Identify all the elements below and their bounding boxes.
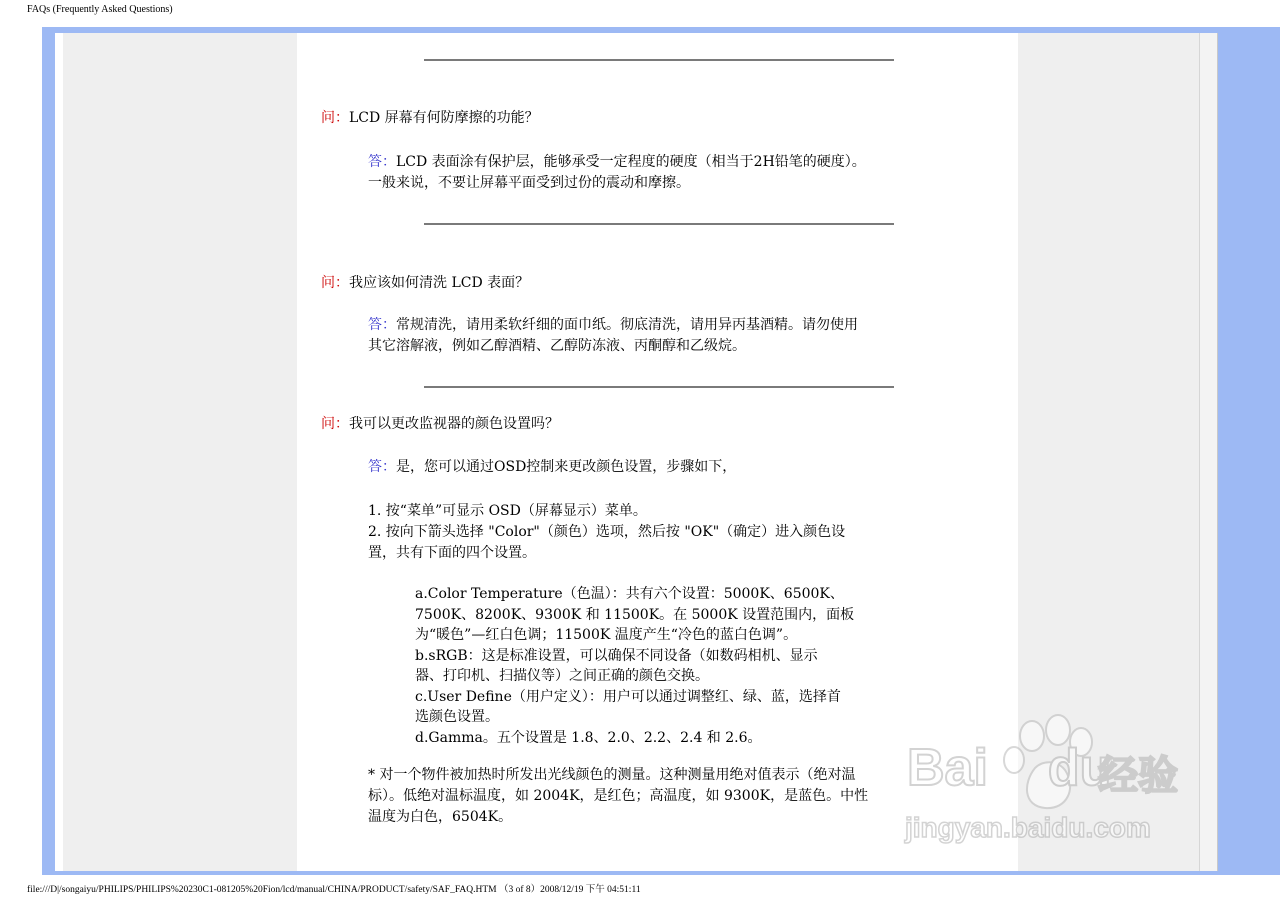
setting-line: a.Color Temperature（色温）：共有六个设置：5000K、6500K、 [415, 586, 844, 602]
answer-label: 答： [368, 459, 396, 475]
watermark-cn: 经验 [1098, 753, 1178, 799]
step-item: 置，共有下面的四个设置。 [368, 545, 536, 561]
footnote-line: 温度为白色，6504K。 [368, 809, 513, 825]
question-2 [321, 273, 529, 293]
divider [424, 223, 894, 225]
setting-line: b.sRGB：这是标准设置，可以确保不同设备（如数码相机、显示 [415, 647, 818, 664]
footnote-line: * 对一个物件被加热时所发出光线颜色的测量。这种测量用绝对值表示（绝对温 [368, 767, 856, 783]
steps-list [368, 501, 845, 564]
step-item: 2. 按向下箭头选择 "Color"（颜色）选项，然后按 "OK"（确定）进入颜色设 [368, 524, 846, 540]
document-header: FAQs (Frequently Asked Questions) [27, 4, 173, 15]
answer-line: 一般来说，不要让屏幕平面受到过份的震动和摩擦。 [368, 175, 690, 191]
setting-line: 器、打印机、扫描仪等）之间正确的颜色交换。 [415, 668, 709, 684]
setting-line: 为“暖色”—红白色调；11500K 温度产生“冷色的蓝白色调”。 [415, 627, 798, 643]
document-footer: file:///D|/songaiyu/PHILIPS/PHILIPS%20230C1-081205%20Fion/lcd/manual/CHINA/PRODUCT/safety/SAF_FAQ.HTM （3 of 8）2008/12/19 下午 04:51:11 [27, 885, 641, 895]
watermark-url: jingyan.baidu.com [905, 812, 1151, 843]
setting-line: 选颜色设置。 [415, 709, 499, 725]
setting-line: 7500K、8200K、9300K 和 11500K。在 5000K 设置范围内，面板 [415, 606, 855, 623]
answer-line: 常规清洗，请用柔软纤细的面巾纸。彻底清洗，请用异丙基酒精。请勿使用 [396, 317, 858, 333]
answer-label: 答： [368, 317, 396, 333]
answer-1 [368, 152, 866, 194]
question-text: LCD 屏幕有何防摩擦的功能？ [349, 110, 539, 126]
setting-line: c.User Define（用户定义）：用户可以通过调整红、绿、蓝，选择首 [415, 688, 841, 705]
answer-2 [368, 315, 858, 357]
watermark-brand: Bai du [907, 739, 1112, 797]
divider [424, 386, 894, 388]
question-label: 问： [321, 110, 349, 126]
question-1 [321, 108, 539, 128]
question-3 [321, 414, 559, 434]
settings-list [415, 584, 854, 748]
divider [424, 59, 894, 61]
setting-line: d.Gamma。五个设置是 1.8、2.0、2.2、2.4 和 2.6。 [415, 729, 762, 746]
question-label: 问： [321, 275, 349, 291]
question-text: 我应该如何清洗 LCD 表面？ [349, 275, 530, 291]
answer-line: LCD 表面涂有保护层，能够承受一定程度的硬度（相当于2H铅笔的硬度）。 [396, 154, 866, 170]
answer-line: 其它溶解液，例如乙醇酒精、乙醇防冻液、丙酮醇和乙级烷。 [368, 338, 746, 354]
answer-label: 答： [368, 154, 396, 170]
step-item: 1. 按“菜单”可显示 OSD（屏幕显示）菜单。 [368, 503, 647, 519]
answer-3 [368, 457, 736, 478]
answer-line: 是，您可以通过OSD控制来更改颜色设置，步骤如下， [396, 459, 737, 475]
question-label: 问： [321, 416, 349, 432]
footnote-line: 标）。低绝对温标温度，如 2004K，是红色；高温度，如 9300K，是蓝色。中性 [368, 788, 869, 804]
question-text: 我可以更改监视器的颜色设置吗？ [349, 416, 559, 432]
footnote [368, 765, 868, 828]
baidu-jingyan-watermark [895, 708, 1235, 858]
frame-inner-border [55, 33, 63, 871]
